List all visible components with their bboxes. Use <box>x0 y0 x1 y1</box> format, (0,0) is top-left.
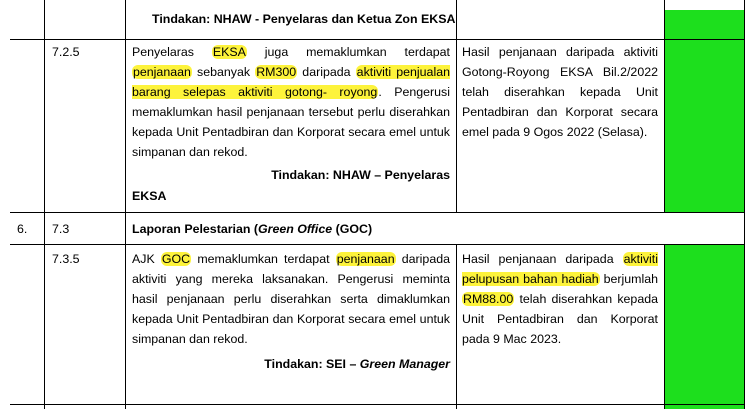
action-line: Tindakan: NHAW – Penyelaras <box>271 168 450 182</box>
minutes-paragraph <box>132 42 450 164</box>
action-line-continued: EKSA <box>132 189 167 203</box>
column-divider <box>456 244 457 409</box>
text-segment: telah diserahkan kepada Unit Pentadbiran dan Korporat pada 9 Mac 2023. <box>462 292 658 346</box>
text-segment: sebanyak <box>191 65 256 79</box>
result-paragraph <box>462 249 658 349</box>
text-segment: Hasil penjanaan daripada <box>462 252 623 266</box>
status-green-cell <box>665 39 744 212</box>
minutes-paragraph <box>132 249 450 349</box>
result-paragraph: Hasil penjanaan daripada aktiviti Gotong-Royong EKSA Bil.2/2022 telah diserahkan kepada Unit Pentadbiran dan Korporat secara emel pada 9 Ogos 2022 (Selasa). <box>462 45 658 139</box>
section-title-italic: Green Office <box>258 222 333 236</box>
highlighted-text: aktiviti pelupusan bahan hadiah <box>462 252 658 286</box>
row-divider <box>10 404 744 405</box>
status-green-cell <box>665 244 744 409</box>
column-divider <box>456 0 457 212</box>
section-title <box>132 219 652 239</box>
item-number: 7.2.5 <box>52 45 80 59</box>
text-segment: memaklumkan terdapat <box>191 252 336 266</box>
row-divider <box>10 244 744 245</box>
highlighted-text: penjanaan <box>336 252 395 266</box>
item-number: 7.3 <box>52 222 70 236</box>
item-number: 7.3.5 <box>52 252 80 266</box>
text-segment: juga memaklumkan terdapat <box>246 45 450 59</box>
text-segment: berjumlah <box>599 272 658 286</box>
column-divider <box>44 0 45 409</box>
highlighted-text: EKSA <box>212 45 246 59</box>
highlighted-text: RM300 <box>256 65 297 79</box>
text-segment: daripada <box>297 65 356 79</box>
column-divider <box>664 244 665 409</box>
section-number: 6. <box>17 222 28 236</box>
action-role: Green Manager <box>359 357 450 371</box>
column-divider <box>125 0 126 409</box>
text-segment: Penyelaras <box>132 45 212 59</box>
highlighted-text: penjanaan <box>133 65 191 79</box>
row-divider <box>10 39 744 40</box>
text-segment: . Pengerusi memaklumkan hasil penjanaan tersebut perlu diserahkan kepada Unit Pentadbiran dan Korporat secara emel untuk simpanan dan rekod. <box>132 85 450 159</box>
action-prefix: Tindakan: SEI – <box>264 357 360 371</box>
row-divider <box>10 212 744 213</box>
text-segment: daripada aktiviti yang mereka laksanakan. Pengerusi meminta hasil penjanaan perlu diserahkan serta dimaklumkan kepada Unit Pentadbiran dan Korporat secara emel untuk simpanan dan rekod. <box>132 252 450 346</box>
text-segment: AJK <box>132 252 161 266</box>
highlighted-text: aktiviti penjualan barang selepas aktiviti gotong- royong <box>132 65 450 99</box>
highlighted-text: GOC <box>161 252 191 266</box>
column-divider <box>664 0 665 212</box>
section-title-suffix: (GOC) <box>332 222 373 236</box>
action-line <box>132 354 450 374</box>
section-title-text: Laporan Pelestarian ( <box>132 222 259 236</box>
highlighted-text: RM88.00 <box>463 292 514 306</box>
column-divider <box>744 0 745 409</box>
status-green-cell <box>665 10 744 39</box>
action-line: Tindakan: NHAW - Penyelaras dan Ketua Zon EKSA <box>152 12 456 26</box>
